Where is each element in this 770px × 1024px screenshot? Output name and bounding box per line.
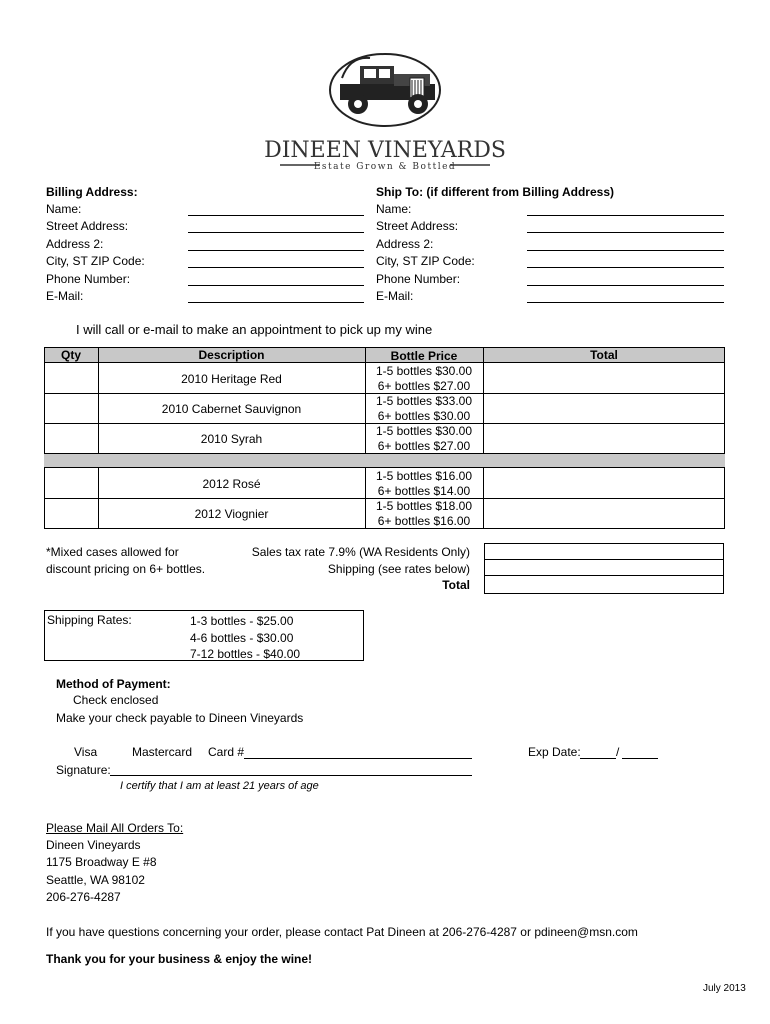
billing-email-field[interactable] (188, 302, 364, 303)
mail-line: Dineen Vineyards (46, 838, 141, 852)
exp-year-field[interactable] (622, 758, 658, 759)
shipping-rate: 4-6 bottles - $30.00 (190, 631, 294, 645)
shipping-field[interactable] (485, 560, 723, 576)
shipto-street-field[interactable] (527, 232, 724, 233)
billing-city-label: City, ST ZIP Code: (46, 254, 145, 268)
price-tier-1: 1-5 bottles $30.00 (375, 364, 473, 378)
mail-line: 1175 Broadway E #8 (46, 855, 157, 869)
mail-line: Seattle, WA 98102 (46, 873, 145, 887)
shipping-rate: 7-12 bottles - $40.00 (190, 647, 301, 661)
header-description: Description (198, 348, 265, 362)
shipto-address2-label: Address 2: (376, 237, 434, 251)
visa-option[interactable]: Visa (74, 745, 98, 759)
signature-label: Signature: (56, 763, 111, 777)
billing-address2-field[interactable] (188, 250, 364, 251)
shipto-phone-label: Phone Number: (376, 272, 461, 286)
wine-description: 2010 Heritage Red (181, 372, 282, 386)
total-field[interactable] (485, 576, 723, 593)
shipto-email-label: E-Mail: (376, 289, 414, 303)
date-text: July 2013 (703, 983, 746, 994)
logo-tagline: Estate Grown & Bottled (313, 162, 457, 172)
logo-brand: DINEEN VINEYARDS (264, 138, 506, 163)
shipping-rates-label: Shipping Rates: (47, 613, 132, 627)
sales-tax-label: Sales tax rate 7.9% (WA Residents Only) (251, 545, 470, 559)
card-number-field[interactable] (244, 758, 472, 759)
qty-field-4[interactable] (45, 469, 98, 498)
order-table (44, 347, 725, 529)
shipto-phone-field[interactable] (527, 285, 724, 286)
billing-heading: Billing Address: (46, 185, 138, 199)
wine-description: 2012 Rosé (202, 477, 261, 491)
shipto-heading: Ship To: (if different from Billing Address) (376, 185, 614, 199)
shipto-name-label: Name: (376, 202, 412, 216)
billing-city-field[interactable] (188, 267, 364, 268)
mastercard-option[interactable]: Mastercard (132, 745, 193, 759)
header-total: Total (590, 348, 618, 362)
qty-field-1[interactable] (45, 363, 98, 393)
exp-separator: / (616, 745, 620, 759)
header-qty: Qty (60, 348, 81, 362)
exp-month-field[interactable] (580, 758, 616, 759)
shipto-address2-field[interactable] (527, 250, 724, 251)
billing-street-field[interactable] (188, 232, 364, 233)
logo (260, 50, 510, 180)
header-bottle-price: Bottle Price (390, 349, 458, 363)
billing-name-field[interactable] (188, 215, 364, 216)
payment-heading: Method of Payment: (56, 677, 171, 691)
qty-field-5[interactable] (45, 499, 98, 528)
sales-tax-field[interactable] (485, 544, 723, 560)
price-tier-1: 1-5 bottles $33.00 (375, 394, 473, 408)
billing-phone-field[interactable] (188, 285, 364, 286)
card-number-label: Card # (208, 745, 245, 759)
mail-line: 206-276-4287 (46, 890, 121, 904)
price-tier-2: 6+ bottles $30.00 (377, 409, 471, 423)
billing-email-label: E-Mail: (46, 289, 84, 303)
questions-text: If you have questions concerning your order, please contact Pat Dineen at 206-276-4287 or pdineen@msn.com (46, 925, 638, 939)
qty-field-3[interactable] (45, 424, 98, 453)
signature-field[interactable] (110, 775, 472, 776)
price-tier-2: 6+ bottles $14.00 (377, 484, 471, 498)
shipto-city-label: City, ST ZIP Code: (376, 254, 475, 268)
price-tier-2: 6+ bottles $27.00 (377, 379, 471, 393)
exp-date-label: Exp Date: (528, 745, 581, 759)
mail-heading: Please Mail All Orders To: (46, 821, 184, 835)
shipto-city-field[interactable] (527, 267, 724, 268)
price-tier-2: 6+ bottles $16.00 (377, 514, 471, 528)
mixed-note-line2: discount pricing on 6+ bottles. (46, 562, 206, 576)
price-tier-1: 1-5 bottles $30.00 (375, 424, 473, 438)
price-tier-1: 1-5 bottles $18.00 (375, 499, 473, 513)
price-tier-2: 6+ bottles $27.00 (377, 439, 471, 453)
shipping-label: Shipping (see rates below) (327, 562, 470, 576)
shipto-street-label: Street Address: (376, 219, 459, 233)
shipto-name-field[interactable] (527, 215, 724, 216)
shipto-email-field[interactable] (527, 302, 724, 303)
check-enclosed-option[interactable]: Check enclosed (73, 693, 159, 707)
table-separator (44, 453, 725, 468)
billing-phone-label: Phone Number: (46, 272, 131, 286)
qty-field-2[interactable] (45, 394, 98, 423)
payable-text: Make your check payable to Dineen Vineyards (56, 711, 304, 725)
billing-street-label: Street Address: (46, 219, 129, 233)
billing-address2-label: Address 2: (46, 237, 104, 251)
billing-name-label: Name: (46, 202, 82, 216)
table-row (44, 528, 725, 529)
pickup-text: I will call or e-mail to make an appointment to pick up my wine (76, 322, 433, 337)
thanks-text: Thank you for your business & enjoy the wine! (46, 952, 313, 966)
wine-description: 2012 Viognier (194, 507, 269, 521)
wine-description: 2010 Cabernet Sauvignon (161, 402, 302, 416)
shipping-rate: 1-3 bottles - $25.00 (190, 614, 294, 628)
totals-box (484, 543, 724, 594)
total-label: Total (442, 578, 470, 592)
wine-description: 2010 Syrah (200, 432, 263, 446)
price-tier-1: 1-5 bottles $16.00 (375, 469, 473, 483)
truck-logo-icon (260, 50, 510, 180)
certify-text: I certify that I am at least 21 years of age (120, 780, 319, 792)
mixed-note-line1: *Mixed cases allowed for (46, 545, 179, 559)
